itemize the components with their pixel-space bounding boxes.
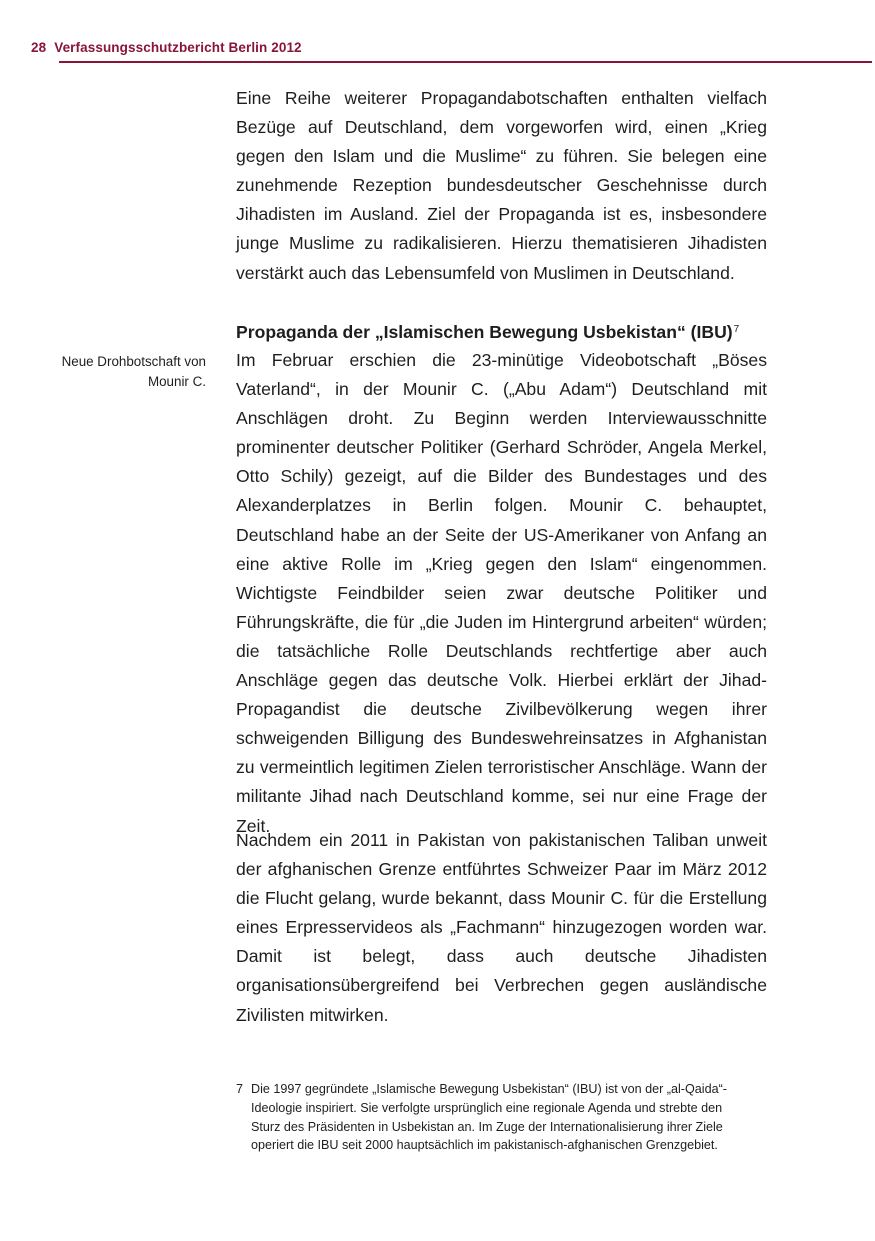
footnote-text: Die 1997 gegründete „Islamische Bewegung Usbekistan“ (IBU) ist von der „al-Qaida“-Ideologie inspiriert. Sie verfolgte ursprünglich eine regionale Agenda und strebte den Sturz des Präsidenten in Usbekistan an. Im Zuge der Internationalisierung ihrer Ziele operiert die IBU seit 2000 hauptsächlich im pakistanisch-afghanischen Grenzgebiet. — [251, 1082, 727, 1153]
body-paragraph-2: Im Februar erschien die 23-minütige Videobotschaft „Böses Vaterland“, in der Mounir C. („Abu Adam“) Deutschland mit Anschlägen droht. Zu Beginn werden Interviewausschnitte prominenter deutscher Politiker (Gerhard Schröder, Angela Merkel, Otto Schily) gezeigt, auf die Bilder des Bundestages und des Alexanderplatzes in Berlin folgen. Mounir C. behauptet, Deutschland habe an der Seite der US-Amerikaner von Anfang an eine aktive Rolle im „Krieg gegen den Islam“ eingenommen. Wichtigste Feindbilder seien zwar deutsche Politiker und Führungskräfte, die für „die Juden im Hintergrund arbeiten“ würden; die tatsächliche Rolle Deutschlands rechtfertige aber auch Anschläge gegen das deutsche Volk. Hierbei erklärt der Jihad-Propagandist die deutsche Zivilbevölkerung wegen ihrer schweigenden Billigung des Bundeswehreinsatzes in Afghanistan zu vermeintlich legitimen Zielen terroristischer Anschläge. Wann der militante Jihad nach Deutschland komme, sei nur eine Frage der Zeit. — [236, 350, 767, 836]
footnote-reference[interactable]: 7 — [733, 324, 740, 335]
section-heading — [236, 318, 767, 346]
footnote — [236, 1080, 746, 1155]
page-number: 28 — [31, 40, 47, 55]
section-heading-text: Propaganda der „Islamischen Bewegung Usbekistan“ (IBU) — [236, 322, 733, 342]
document-title: Verfassungsschutzbericht Berlin 2012 — [54, 40, 302, 55]
body-paragraph-3: Nachdem ein 2011 in Pakistan von pakistanischen Taliban unweit der afghanischen Grenze entführtes Schweizer Paar im März 2012 die Flucht gelang, wurde bekannt, dass Mounir C. für die Erstellung eines Erpresservideos als „Fachmann“ hinzugezogen worden war. Damit ist belegt, dass auch deutsche Jihadisten organisationsübergreifend bei Verbrechen gegen ausländische Zivilisten mitwirken. — [236, 830, 767, 1025]
footnote-number: 7 — [236, 1082, 244, 1096]
body-paragraph-1: Eine Reihe weiterer Propagandabotschaften enthalten vielfach Bezüge auf Deutschland, dem vorgeworfen wird, einen „Krieg gegen den Islam und die Muslime“ zu führen. Sie belegen eine zunehmende Rezeption bundesdeutscher Geschehnisse durch Jihadisten im Ausland. Ziel der Propaganda ist es, insbesondere junge Muslime zu radikalisieren. Hierzu thematisieren Jihadisten verstärkt auch das Lebensumfeld von Muslimen in Deutschland. — [236, 88, 767, 283]
running-header — [31, 40, 302, 55]
margin-note: Neue Drohbotschaft von Mounir C. — [61, 354, 206, 389]
header-rule — [59, 61, 872, 63]
